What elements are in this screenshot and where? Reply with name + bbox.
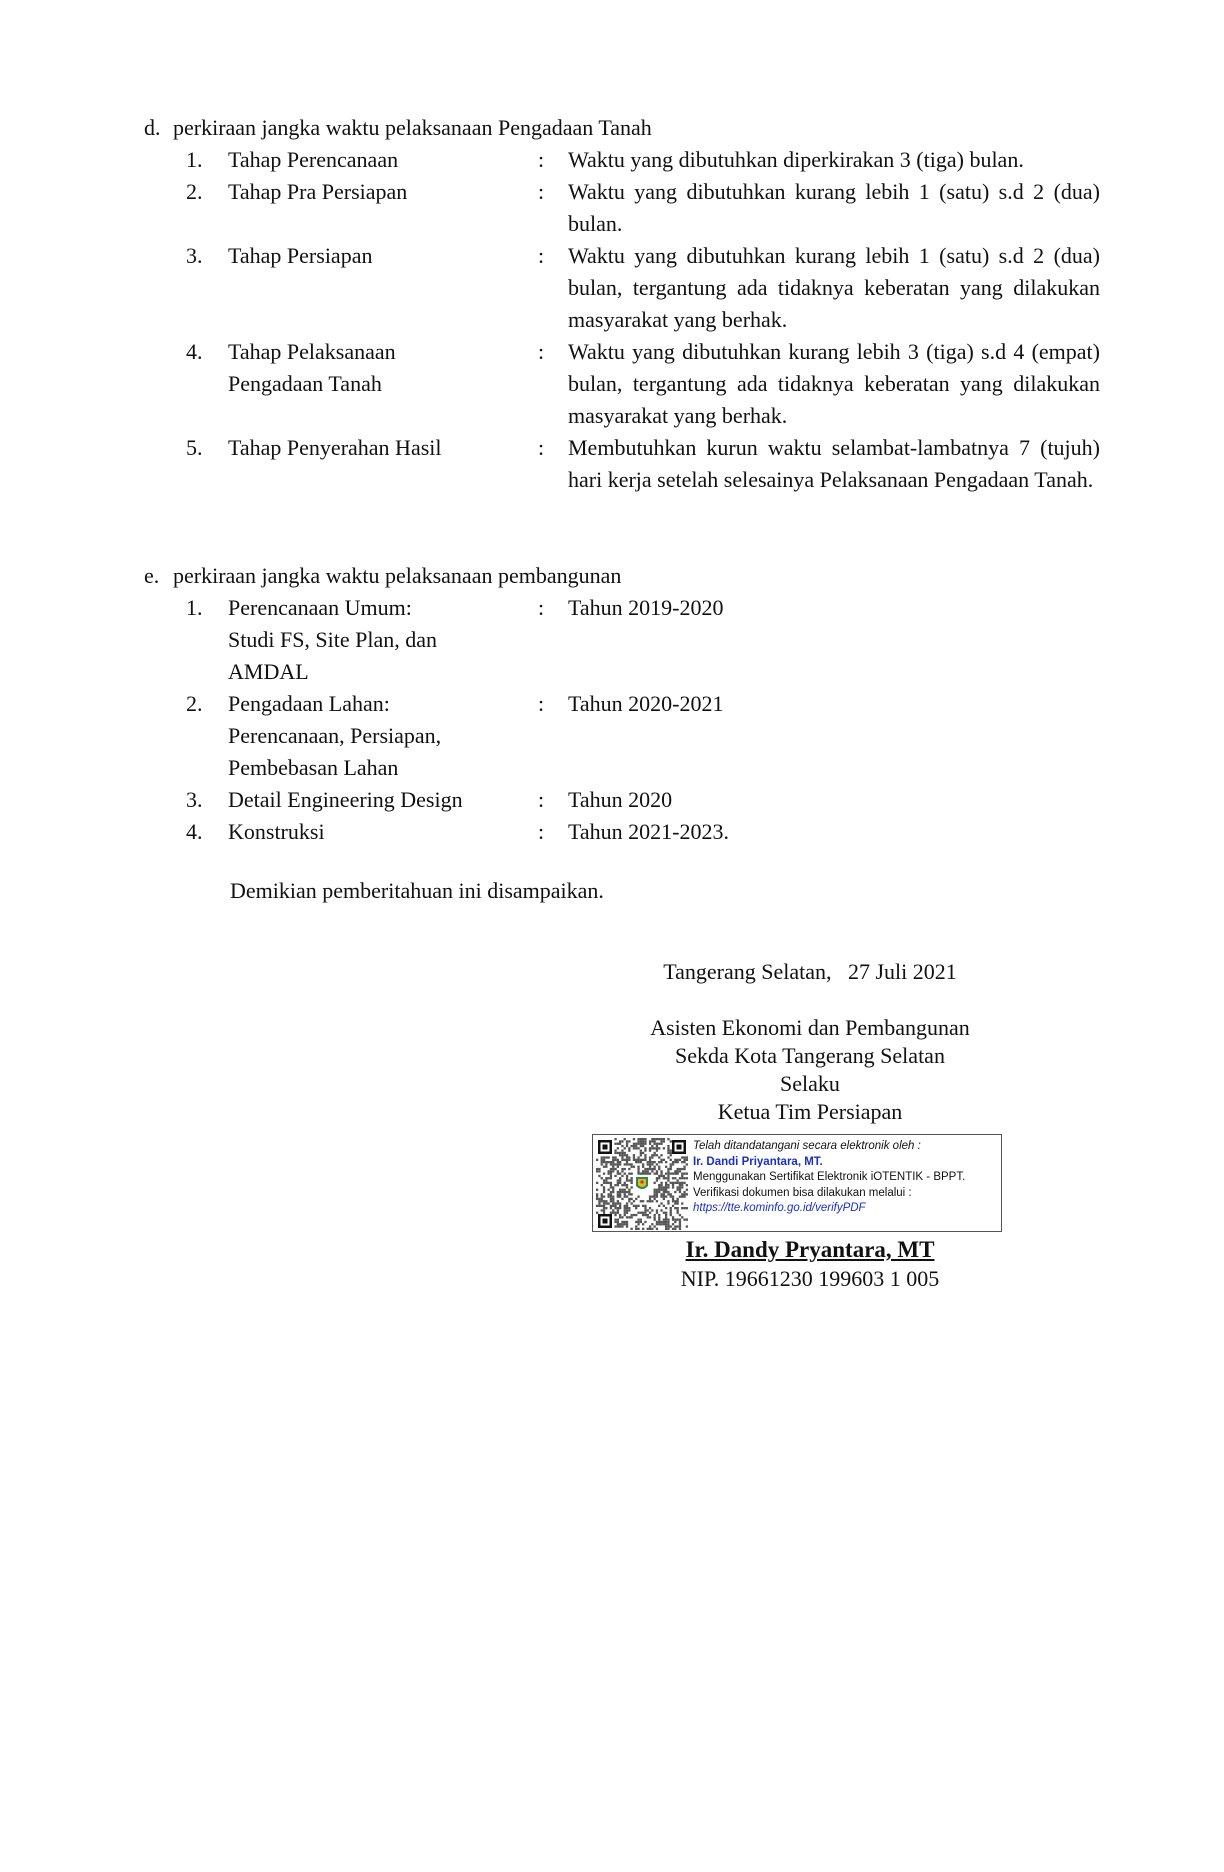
position-line: Selaku xyxy=(780,1071,840,1096)
section-d-heading xyxy=(144,112,1104,144)
electronic-signature-stamp xyxy=(592,1134,1002,1232)
item-value: Tahun 2020-2021 xyxy=(568,691,724,716)
position-line: Sekda Kota Tangerang Selatan xyxy=(675,1043,945,1068)
signer-name: Ir. Dandy Pryantara, MT xyxy=(685,1237,935,1262)
verify-link[interactable]: https://tte.kominfo.go.id/verifyPDF xyxy=(693,1202,866,1215)
item-number: 1. xyxy=(186,147,203,172)
list-item xyxy=(0,176,1224,240)
section-e-heading xyxy=(144,560,1104,592)
list-item xyxy=(0,816,1224,848)
item-value: Membutuhkan kurun waktu selambat-lambatnya 7 (tujuh) hari kerja setelah selesainya Pelaksanaan Pengadaan Tanah. xyxy=(568,435,1100,492)
item-label xyxy=(228,784,528,816)
item-value: Waktu yang dibutuhkan kurang lebih 1 (satu) s.d 2 (dua) bulan, tergantung ada tidaknya keberatan yang dilakukan masyarakat yang berhak. xyxy=(568,243,1100,332)
item-number: 4. xyxy=(186,339,203,364)
item-number: 3. xyxy=(186,243,203,268)
item-number: 4. xyxy=(186,819,203,844)
position-line: Asisten Ekonomi dan Pembangunan xyxy=(650,1015,970,1040)
item-label: Tahap Perencanaan xyxy=(228,147,399,172)
item-colon: : xyxy=(538,595,545,620)
list-item xyxy=(0,432,1224,528)
list-item xyxy=(0,592,1224,688)
section-e-letter: e. xyxy=(144,563,160,588)
stamp-text xyxy=(693,1139,999,1217)
item-label-line: Pembebasan Lahan xyxy=(228,755,399,780)
item-number: 3. xyxy=(186,787,203,812)
section-e-list xyxy=(0,592,1224,848)
item-label: Tahap Pra Persiapan xyxy=(228,179,408,204)
place-date: Tangerang Selatan, 27 Juli 2021 xyxy=(663,959,957,984)
item-label: Tahap Persiapan xyxy=(228,243,373,268)
qr-code-icon xyxy=(596,1138,688,1230)
item-value: Tahun 2019-2020 xyxy=(568,595,724,620)
item-label xyxy=(228,688,528,784)
item-value: Waktu yang dibutuhkan kurang lebih 1 (satu) s.d 2 (dua) bulan. xyxy=(568,179,1100,236)
item-label-line: Perencanaan, Persiapan, xyxy=(228,723,442,748)
item-colon: : xyxy=(538,339,545,364)
item-label-line: AMDAL xyxy=(228,659,309,684)
section-d-list xyxy=(0,144,1224,528)
item-number: 2. xyxy=(186,179,203,204)
item-label-line: Detail Engineering Design xyxy=(228,787,463,812)
item-label-line: Konstruksi xyxy=(228,819,325,844)
position-line: Ketua Tim Persiapan xyxy=(717,1099,903,1124)
signer-position xyxy=(560,1014,1060,1126)
item-label-line: Pengadaan Lahan: xyxy=(228,691,390,716)
list-item xyxy=(0,336,1224,432)
item-value: Tahun 2021-2023. xyxy=(568,819,729,844)
list-item xyxy=(0,144,1224,176)
list-item xyxy=(0,784,1224,816)
item-colon: : xyxy=(538,243,545,268)
item-label-line: Perencanaan Umum: xyxy=(228,595,412,620)
stamp-line-certificate: Menggunakan Sertifikat Elektronik iOTENTIK - BPPT. xyxy=(693,1171,966,1184)
item-number: 5. xyxy=(186,435,203,460)
section-d-letter: d. xyxy=(144,115,161,140)
stamp-line-verify: Verifikasi dokumen bisa dilakukan melalui : xyxy=(693,1186,912,1199)
item-label xyxy=(228,816,528,848)
stamp-signer-name: Ir. Dandi Priyantara, MT. xyxy=(693,1155,823,1168)
closing-sentence: Demikian pemberitahuan ini disampaikan. xyxy=(230,878,604,903)
item-label: Tahap Penyerahan Hasil xyxy=(228,435,442,460)
item-value: Waktu yang dibutuhkan kurang lebih 3 (tiga) s.d 4 (empat) bulan, tergantung ada tidaknya keberatan yang dilakukan masyarakat yang berhak. xyxy=(568,339,1100,428)
item-value: Tahun 2020 xyxy=(568,787,673,812)
item-number: 2. xyxy=(186,691,203,716)
item-colon: : xyxy=(538,435,545,460)
item-label-line: Studi FS, Site Plan, dan xyxy=(228,627,438,652)
item-value: Waktu yang dibutuhkan diperkirakan 3 (tiga) bulan. xyxy=(568,147,1024,172)
list-item xyxy=(0,688,1224,784)
item-colon: : xyxy=(538,147,545,172)
signer-nip: NIP. 19661230 199603 1 005 xyxy=(680,1266,940,1291)
item-colon: : xyxy=(538,179,545,204)
section-d-title: perkiraan jangka waktu pelaksanaan Pengadaan Tanah xyxy=(173,115,652,140)
item-colon: : xyxy=(538,819,545,844)
item-label xyxy=(228,592,528,688)
section-e-title: perkiraan jangka waktu pelaksanaan pembangunan xyxy=(173,563,622,588)
stamp-line-signed: Telah ditandatangani secara elektronik oleh : xyxy=(693,1140,921,1152)
item-colon: : xyxy=(538,691,545,716)
item-number: 1. xyxy=(186,595,203,620)
list-item xyxy=(0,240,1224,336)
item-colon: : xyxy=(538,787,545,812)
item-label: Tahap Pelaksanaan Pengadaan Tanah xyxy=(228,339,396,396)
